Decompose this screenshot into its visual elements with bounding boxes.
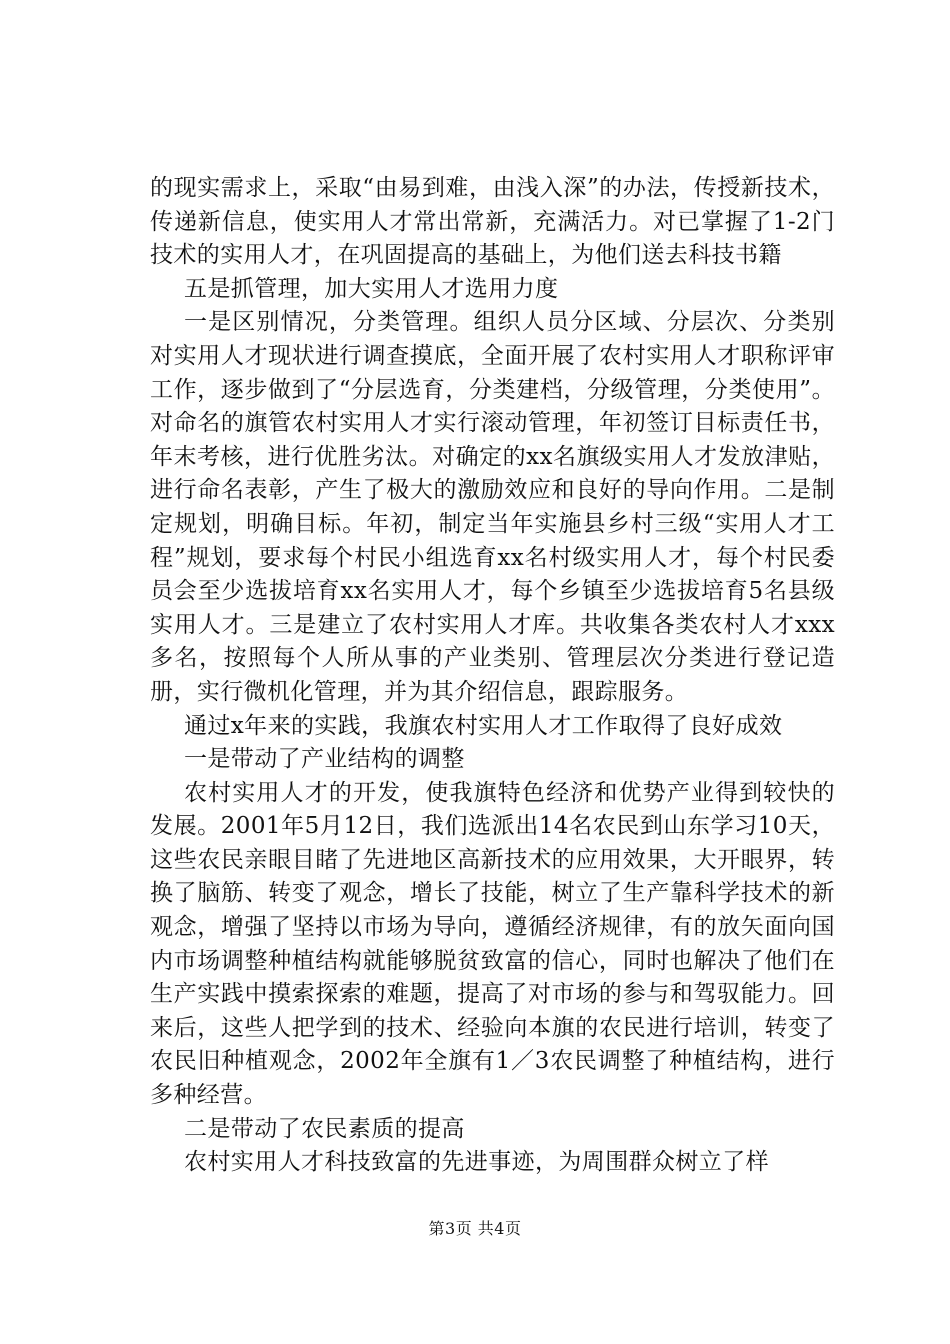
paragraph-role-models: 农村实用人才科技致富的先进事迹，为周围群众树立了样 (184, 1149, 769, 1176)
paragraph-industry-development: 农村实用人才的开发，使我旗特色经济和优势产业得到较快的发展。2001年5月12日，我们选派出14名农民到山东学习10天，这些农民亲眼目睹了先进地区高新技术的应用效果，大开眼界，转换了脑筋、转变了观念，增长了技能，树立了生产靠科学技术的新观念，增强了坚持以市场为导向，遵循经济规律，有的放矢面向国内市场调整种植结构就能够脱贫致富的信心，同时也解决了他们在生产实践中摸索探索的难题，提高了对市场的参与和驾驭能力。回来后，这些人把学到的技术、经验向本旗的农民进行培训，转变了农民旧种植观念，2002年全旗有1／3农民调整了种植结构，进行多种经营。 (150, 779, 835, 1109)
page-number-label: 第3页 共4页 (428, 1219, 522, 1238)
section-heading-management: 五是抓管理，加大实用人才选用力度 (184, 275, 559, 302)
document-body (150, 172, 835, 1180)
page-footer (0, 1216, 950, 1239)
paragraph-1: 的现实需求上，采取“由易到难，由浅入深”的办法，传授新技术，传递新信息，使实用人才常出常新，充满活力。对已掌握了1-2门技术的实用人才，在巩固提高的基础上，为他们送去科技书籍 (150, 175, 835, 269)
subheading-farmer-quality: 二是带动了农民素质的提高 (184, 1115, 465, 1142)
subheading-industry-structure: 一是带动了产业结构的调整 (184, 746, 465, 773)
paragraph-results-summary: 通过x年来的实践，我旗农村实用人才工作取得了良好成效 (184, 712, 783, 739)
paragraph-classification-management: 一是区别情况，分类管理。组织人员分区域、分层次、分类别对实用人才现状进行调查摸底，全面开展了农村实用人才职称评审工作，逐步做到了“分层选育，分类建档，分级管理，分类使用”。对命名的旗管农村实用人才实行滚动管理，年初签订目标责任书，年末考核，进行优胜劣汰。对确定的xx名旗级实用人才发放津贴，进行命名表彰，产生了极大的激励效应和良好的导向作用。二是制定规划，明确目标。年初，制定当年实施县乡村三级“实用人才工程”规划，要求每个村民小组选育xx名村级实用人才，每个村民委员会至少选拔培育xx名实用人才，每个乡镇至少选拔培育5名县级实用人才。三是建立了农村实用人才库。共收集各类农村人才xxx多名，按照每个人所从事的产业类别、管理层次分类进行登记造册，实行微机化管理，并为其介绍信息，跟踪服务。 (150, 309, 835, 705)
